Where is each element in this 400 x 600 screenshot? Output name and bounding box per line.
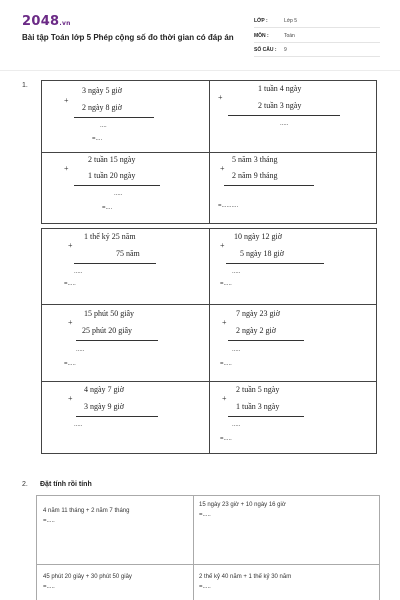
plus-sign: + <box>218 93 223 102</box>
exercise-cell <box>210 382 378 454</box>
answer-blank: =..... <box>220 436 232 442</box>
operand-a: 15 phút 50 giây <box>84 309 134 318</box>
operand-a: 3 ngày 5 giờ <box>82 86 123 95</box>
operand-a: 1 tuần 4 ngày <box>258 84 302 93</box>
meta-class <box>254 15 380 28</box>
question-number: 1. <box>22 82 28 89</box>
expression: 45 phút 20 giây + 30 phút 50 giây <box>43 574 132 580</box>
operand-b: 2 năm 9 tháng <box>232 171 278 180</box>
expression: 4 năm 11 tháng + 2 năm 7 tháng <box>43 508 130 514</box>
exercise-cell <box>42 81 210 152</box>
expression: 2 thế kỷ 40 năm + 1 thế kỷ 30 năm <box>199 574 292 580</box>
operand-a: 1 thế kỷ 25 năm <box>84 232 136 241</box>
operand-a: 2 tuần 5 ngày <box>236 385 280 394</box>
answer-blank: =..... <box>64 361 76 367</box>
question-number: 2. <box>22 481 28 488</box>
answer-blank: =..... <box>220 281 232 287</box>
exercise-cell <box>210 305 378 380</box>
answer-blank: =..... <box>64 281 76 287</box>
answer-dots: ..... <box>232 347 241 353</box>
answer-blank: =.......... <box>218 203 239 209</box>
operand-b: 3 ngày 9 giờ <box>84 402 125 411</box>
exercise-cell <box>210 153 378 224</box>
answer-blank: =.... <box>102 205 113 211</box>
operand-b: 1 tuần 20 ngày <box>88 171 136 180</box>
exercise-grid-top <box>41 80 377 224</box>
sum-line <box>74 117 154 118</box>
site-logo[interactable]: 2048.vn <box>22 14 71 29</box>
plus-sign: + <box>220 164 225 173</box>
sum-line <box>228 340 304 341</box>
operand-b: 25 phút 20 giây <box>82 326 132 335</box>
answer-dots: ..... <box>114 191 123 197</box>
operand-b: 2 tuần 3 ngày <box>258 101 302 110</box>
operand-a: 10 ngày 12 giờ <box>234 232 283 241</box>
answer-blank: =..... <box>199 584 211 590</box>
answer-dots: .... <box>100 123 107 129</box>
table-divider <box>37 564 379 565</box>
sum-line <box>76 340 158 341</box>
exercise-cell <box>42 382 210 454</box>
sum-line <box>76 416 158 417</box>
operand-b: 75 năm <box>116 249 140 258</box>
exercise-cell <box>42 153 210 224</box>
table-cell <box>199 502 286 518</box>
exercise-grid-bottom <box>41 228 377 454</box>
exercise-cell <box>210 229 378 304</box>
meta-label: MÔN : <box>254 33 269 39</box>
operand-b: 1 tuần 3 ngày <box>236 402 280 411</box>
answer-blank: =..... <box>43 518 55 524</box>
table-cell <box>43 574 132 590</box>
plus-sign: + <box>64 96 69 105</box>
answer-blank: =..... <box>43 584 55 590</box>
sum-line <box>74 185 160 186</box>
meta-label: LỚP : <box>254 18 268 24</box>
answer-dots: ..... <box>232 269 241 275</box>
sum-line <box>228 115 340 116</box>
answer-dots: ..... <box>74 269 83 275</box>
question-title: Đặt tính rồi tính <box>40 481 92 488</box>
operand-b: 2 ngày 8 giờ <box>82 103 123 112</box>
answer-dots: ..... <box>232 422 241 428</box>
answer-dots: ..... <box>74 422 83 428</box>
meta-label: SỐ CÂU : <box>254 47 277 53</box>
meta-value: Toán <box>284 33 295 39</box>
operand-a: 2 tuần 15 ngày <box>88 155 136 164</box>
answer-blank: =..... <box>220 361 232 367</box>
operand-a: 7 ngày 23 giờ <box>236 309 281 318</box>
header-divider <box>0 70 400 71</box>
operand-a: 5 năm 3 tháng <box>232 155 278 164</box>
meta-question-count <box>254 44 380 57</box>
answer-blank: =.... <box>92 136 103 142</box>
operand-b: 2 ngày 2 giờ <box>236 326 277 335</box>
sum-line <box>228 416 304 417</box>
answer-dots: ..... <box>76 347 85 353</box>
plus-sign: + <box>220 241 225 250</box>
table-cell <box>199 574 291 590</box>
plus-sign: + <box>68 394 73 403</box>
plus-sign: + <box>64 164 69 173</box>
operand-b: 5 ngày 18 giờ <box>240 249 285 258</box>
document-title: Bài tập Toán lớp 5 Phép cộng số đo thời gian có đáp án <box>22 33 234 42</box>
meta-value: Lớp 5 <box>284 18 298 24</box>
plus-sign: + <box>68 241 73 250</box>
plus-sign: + <box>222 394 227 403</box>
meta-subject <box>254 30 380 43</box>
sum-line <box>224 185 314 186</box>
table-cell <box>43 508 129 524</box>
sum-line <box>226 263 324 264</box>
table-divider <box>193 496 194 600</box>
expression: 15 ngày 23 giờ + 10 ngày 16 giờ <box>199 502 286 508</box>
exercise-cell <box>210 81 378 152</box>
answer-table <box>36 495 380 600</box>
plus-sign: + <box>222 318 227 327</box>
sum-line <box>74 263 156 264</box>
page-header <box>0 0 400 68</box>
exercise-cell <box>42 305 210 380</box>
meta-value: 9 <box>284 47 287 53</box>
answer-blank: =..... <box>199 512 211 518</box>
answer-dots: ..... <box>280 121 289 127</box>
exercise-cell <box>42 229 210 304</box>
plus-sign: + <box>68 318 73 327</box>
operand-a: 4 ngày 7 giờ <box>84 385 125 394</box>
